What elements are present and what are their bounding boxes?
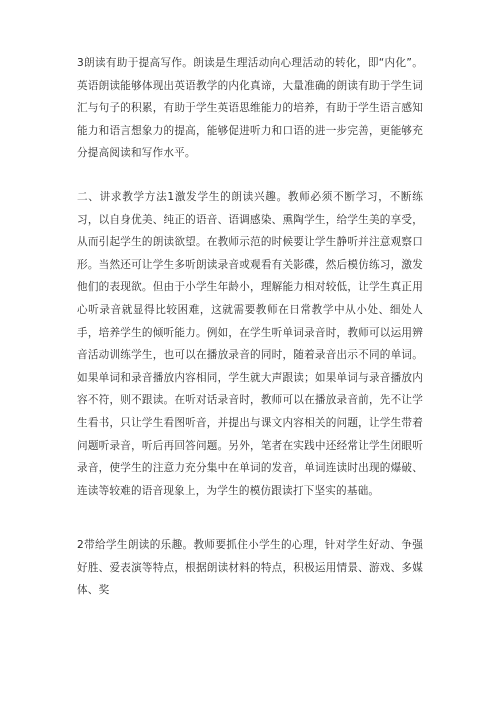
document-body: [77, 52, 423, 602]
paragraph-reading-helps-writing: 3朗读有助于提高写作。朗读是生理活动向心理活动的转化，即“内化”。英语朗读能够体现出英语教学的内化真谛，大量准确的朗读有助于学生词汇与句子的积累，有助于学生英语思维能力的培养，有助于学生语言感知能力和语言想象力的提高，能够促进听力和口语的进一步完善，更能够充分提高阅读和写作水平。: [77, 57, 423, 160]
paragraph-teaching-methods: 二、讲求教学方法1激发学生的朗读兴趣。教师必须不断学习，不断练习，以自身优美、纯正的语音、语调感染、熏陶学生，给学生美的享受，从而引起学生的朗读欲望。在教师示范的时候要让学生静听并注意观察口形。当然还可让学生多听朗读录音或观看有关影碟，然后模仿练习，激发他们的表现欲。但由于小学生年龄小，理解能力相对较低，让学生真正用心听录音就显得比较困难，这就需要教师在日常教学中从小处、细处人手，培养学生的倾听能力。例如，在学生听单词录音时，教师可以运用辨音活动训练学生，也可以在播放录音的同时，随着录音出示不同的单词。如果单词和录音播放内容相同，学生就大声跟读；如果单词与录音播放内容不符，则不跟读。在听对话录音时，教师可以在播放录音前，先不让学生看书，只让学生看图听音，并提出与课文内容相关的问题，让学生带着问题听录音，听后再回答问题。另外，笔者在实践中还经常让学生闭眼听录音，使学生的注意力充分集中在单词的发音，单词连读时出现的爆破、连读等较难的语音现象上，为学生的模仿跟读打下坚实的基础。: [77, 191, 423, 497]
paragraph-reading-fun: 2带给学生朗读的乐趣。教师要抓住小学生的心理，针对学生好动、争强好胜、爱表演等特点，根据朗读材料的特点，积极运用情景、游戏、多媒体、奖: [77, 539, 423, 597]
